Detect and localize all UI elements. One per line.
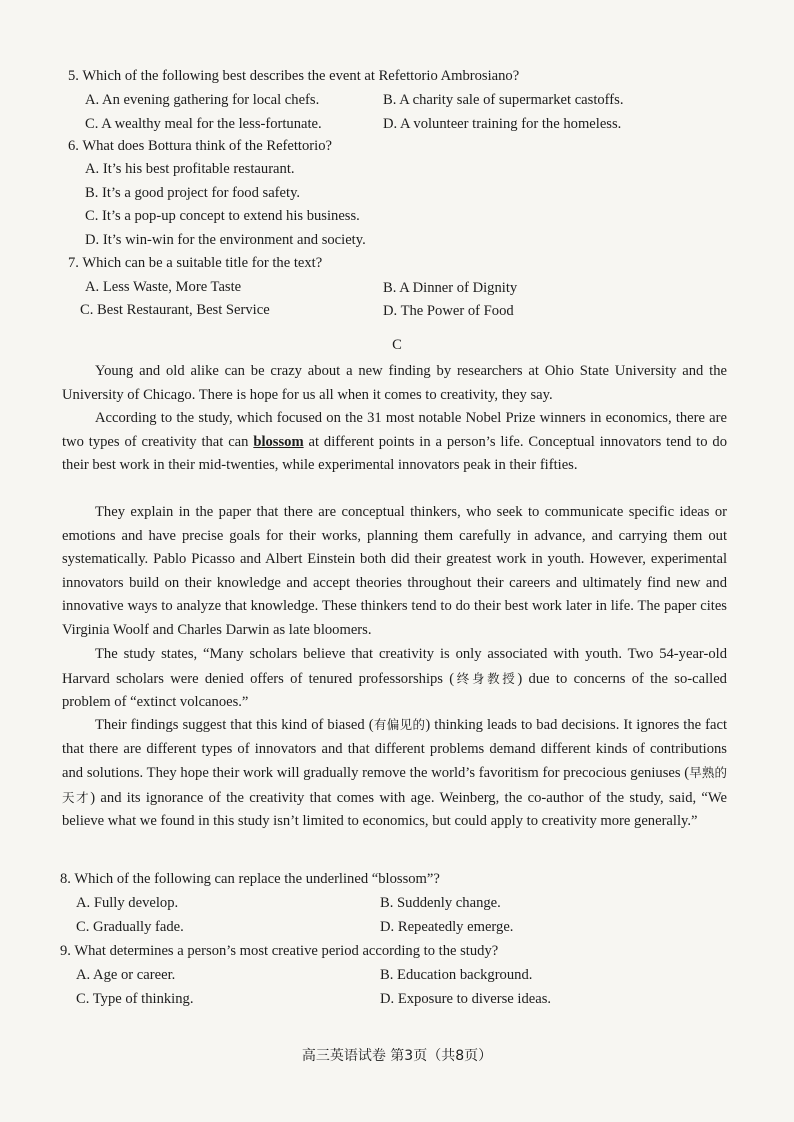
question-8-option-b: B. Suddenly change. <box>380 895 501 911</box>
question-5-stem: 5. Which of the following best describes the event at Refettorio Ambrosiano? <box>68 68 520 84</box>
question-7-option-d: D. The Power of Food <box>383 303 514 319</box>
question-5-option-d: D. A volunteer training for the homeless. <box>383 116 622 132</box>
question-6-stem: 6. What does Bottura think of the Refettorio? <box>68 138 332 154</box>
paragraph-5-text-a: Their findings suggest that this kind of biased ( <box>95 717 374 733</box>
question-6-option-c: C. It’s a pop-up concept to extend his business. <box>85 208 360 224</box>
question-5-option-c: C. A wealthy meal for the less-fortunate. <box>85 116 322 132</box>
question-8-stem: 8. Which of the following can replace the underlined “blossom”? <box>60 871 440 887</box>
paragraph-5-text-b: ) thinking leads to bad decisions. It ignores the fact that there are different types of innovators and that different problems demand different kinds of contributions and solutions. They hope their work will gradually remove the world’s favoritism for precocious geniuses ( <box>62 717 727 781</box>
question-9-option-c: C. Type of thinking. <box>76 991 194 1007</box>
question-6-option-b: B. It’s a good project for food safety. <box>85 185 301 201</box>
passage-paragraph-5 <box>62 713 727 834</box>
question-7-stem: 7. Which can be a suitable title for the text? <box>68 255 323 271</box>
section-label: C <box>392 337 402 353</box>
paragraph-4-text-after: ) due to concerns of the so-called problem of “extinct volcanoes.” <box>62 670 727 710</box>
question-9-stem: 9. What determines a person’s most creative period according to the study? <box>60 943 499 959</box>
passage-paragraph-3: They explain in the paper that there are conceptual thinkers, who seek to communicate specific ideas or emotions and have precise goals for their works, planning them carefully in advance, and carrying them out systematically. Pablo Picasso and Albert Einstein both did their greatest work in youth. However, experimental innovators build on their knowledge and accept theories throughout their careers and ultimately find new and innovative ways to analyze that knowledge. These thinkers tend to do their best work later in life. The paper cites Virginia Woolf and Charles Darwin as late bloomers. <box>62 504 727 638</box>
page-footer: 高三英语试卷 第3页（共8页） <box>301 1048 493 1064</box>
question-9-option-a: A. Age or career. <box>76 967 176 983</box>
passage-paragraph-4 <box>62 643 727 715</box>
question-5-option-a: A. An evening gathering for local chefs. <box>85 92 320 108</box>
question-7-option-c: C. Best Restaurant, Best Service <box>80 302 270 318</box>
question-5-option-b: B. A charity sale of supermarket castoffs. <box>383 92 624 108</box>
chinese-gloss-tenured-professorships: 终身教授 <box>454 670 518 686</box>
paragraph-5-text-c: ) and its ignorance of the creativity that comes with age. Weinberg, the co-author of the study, said, “We believe what we found in this study isn’t limited to economics, but could apply to creativity more generally.” <box>62 789 727 829</box>
question-7-option-a: A. Less Waste, More Taste <box>85 279 242 295</box>
question-8-option-c: C. Gradually fade. <box>76 919 184 935</box>
question-9-option-b: B. Education background. <box>380 967 533 983</box>
question-8-option-a: A. Fully develop. <box>76 895 179 911</box>
paragraph-4-text-before: The study states, “Many scholars believe that creativity is only associated with youth. Two 54-year-old Harvard scholars were denied offers of tenured professorships ( <box>62 646 727 687</box>
paragraph-2-text-after: at different points in a person’s life. Conceptual innovators tend to do their best work in their mid-twenties, while experimental innovators peak in their fifties. <box>62 433 727 473</box>
question-8-option-d: D. Repeatedly emerge. <box>380 919 514 935</box>
question-6-option-d: D. It’s win-win for the environment and society. <box>85 232 366 248</box>
chinese-gloss-precocious-geniuses: 早熟的天才 <box>62 765 727 805</box>
passage-paragraph-1: Young and old alike can be crazy about a new finding by researchers at Ohio State University and the University of Chicago. There is hope for us all when it comes to creativity, they say. <box>62 363 727 403</box>
paragraph-2-text-before: According to the study, which focused on the 31 most notable Nobel Prize winners in economics, there are two types of creativity that can <box>62 410 727 450</box>
question-6-option-a: A. It’s his best profitable restaurant. <box>85 161 295 177</box>
passage-paragraph-2 <box>62 407 727 478</box>
question-7-option-b: B. A Dinner of Dignity <box>383 280 518 296</box>
chinese-gloss-biased: 有偏见的 <box>373 717 426 732</box>
question-9-option-d: D. Exposure to diverse ideas. <box>380 991 552 1007</box>
underlined-word-blossom: blossom <box>253 433 304 450</box>
